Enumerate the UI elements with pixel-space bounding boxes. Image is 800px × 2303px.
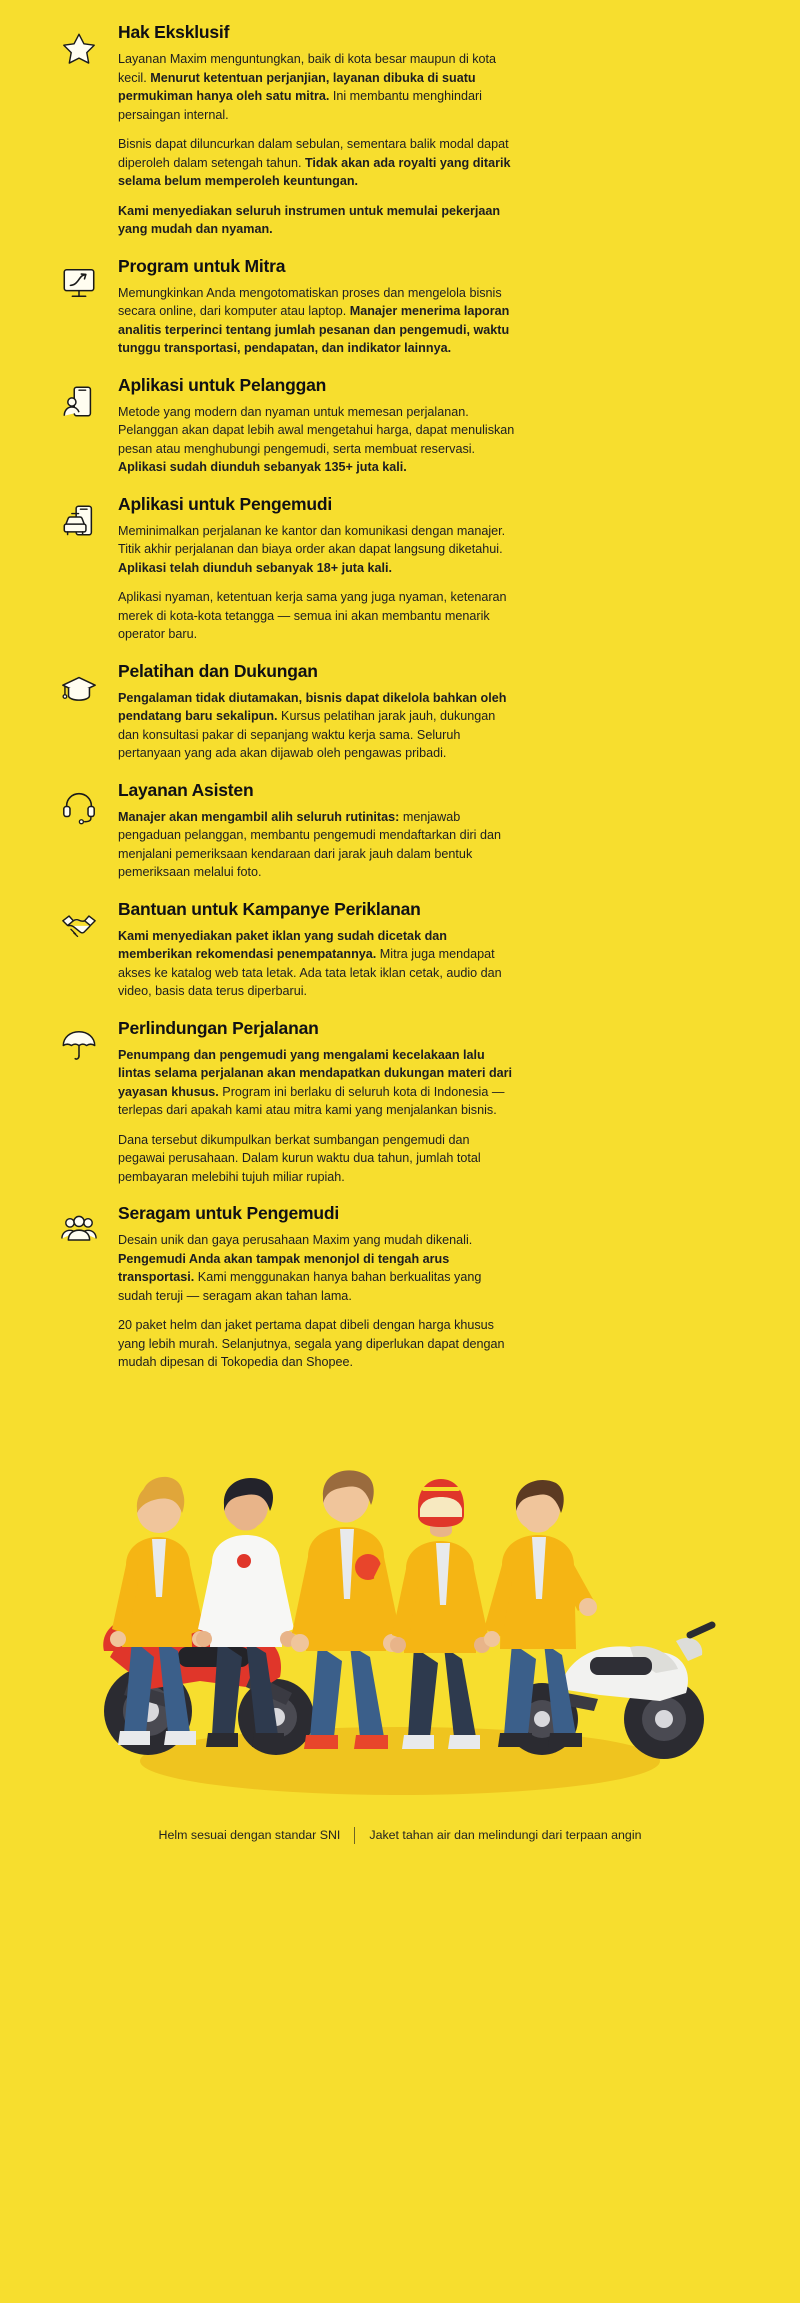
body-text: Mitra juga mendapat akses ke katalog web tata letak. Ada tata letak iklan cetak, audio dan video, basis data terus diperbarui.	[118, 947, 502, 998]
feature-text	[112, 780, 740, 882]
feature-paragraph	[118, 202, 518, 239]
driver-4	[390, 1479, 490, 1749]
emphasis-text: Pengalaman tidak diutamakan, bisnis dapat dikelola bahkan oleh pendatang baru sekalipun.	[118, 690, 507, 723]
feature-text	[112, 22, 740, 239]
feature-paragraphs	[118, 927, 740, 1001]
feature-paragraphs	[118, 50, 740, 239]
feature-title: Perlindungan Perjalanan	[118, 1017, 319, 1038]
feature-text	[112, 1203, 740, 1372]
emphasis-text: Penumpang dan pengemudi yang mengalami kecelakaan lalu lintas selama perjalanan akan mendapatkan dukungan materi dari yayasan khusus.	[118, 1047, 513, 1099]
feature-paragraph	[118, 1131, 518, 1187]
feature-paragraph	[118, 689, 518, 763]
body-text: Memungkinkan Anda mengotomatiskan proses dan mengelola bisnis secara online, dari komputer atau laptop.	[118, 285, 502, 318]
feature-text	[112, 661, 740, 763]
feature-title: Pelatihan dan Dukungan	[118, 660, 318, 681]
body-text: Aplikasi nyaman, ketentuan kerja sama yang juga nyaman, ketenaran merek di kota-kota tetangga — semua ini akan membantu menarik operator baru.	[118, 590, 507, 641]
feature-text	[112, 256, 740, 358]
umbrella-icon	[60, 1018, 112, 1064]
feature-text	[112, 375, 740, 477]
footer-note-jacket: Jaket tahan air dan melindungi dari terpaan angin	[369, 1828, 642, 1842]
feature-title: Layanan Asisten	[118, 779, 254, 800]
feature-text	[112, 1018, 740, 1187]
feature-pelatihan-dan-dukungan	[0, 661, 800, 763]
feature-paragraphs	[118, 808, 740, 882]
feature-paragraph	[118, 1316, 518, 1372]
feature-paragraphs	[118, 689, 740, 763]
emphasis-text: Pengemudi Anda akan tampak menonjol di tengah arus transportasi.	[118, 1251, 450, 1284]
body-text: Kursus pelatihan jarak jauh, dukungan dan konsultasi pakar di sepanjang waktu kerja sama. Seluruh pertanyaan yang ada akan dijawab oleh pengawas pribadi.	[118, 709, 496, 760]
drivers-illustration-svg	[0, 1389, 800, 1809]
emphasis-text: Aplikasi telah diunduh sebanyak 18+ juta kali.	[118, 560, 393, 575]
handshake-icon	[60, 899, 112, 945]
feature-layanan-asisten	[0, 780, 800, 882]
emphasis-text: Kami menyediakan seluruh instrumen untuk memulai pekerjaan yang mudah dan nyaman.	[118, 203, 501, 236]
feature-paragraph	[118, 50, 518, 124]
body-text: Bisnis dapat diluncurkan dalam sebulan, sementara balik modal dapat diperoleh dalam setengah tahun.	[118, 137, 509, 170]
feature-bantuan-kampanye-periklanan	[0, 899, 800, 1001]
feature-hak-eksklusif	[0, 22, 800, 239]
people-group-icon	[60, 1203, 112, 1249]
feature-title: Hak Eksklusif	[118, 22, 230, 42]
feature-paragraph	[118, 927, 518, 1001]
headset-icon	[60, 780, 112, 826]
feature-paragraph	[118, 1046, 518, 1120]
body-text: Kami menggunakan hanya bahan berkualitas yang sudah teruji — seragam akan tahan lama.	[118, 1270, 482, 1303]
feature-paragraph	[118, 284, 518, 358]
emphasis-text: Menurut ketentuan perjanjian, layanan dibuka di suatu permukiman hanya oleh satu mitra.	[118, 70, 476, 103]
emphasis-text: Kami menyediakan paket iklan yang sudah dicetak dan memberikan rekomendasi penempatannya.	[118, 928, 447, 961]
body-text: Desain unik dan gaya perusahaan Maxim yang mudah dikenali.	[118, 1233, 473, 1247]
feature-title: Seragam untuk Pengemudi	[118, 1203, 340, 1223]
feature-paragraph	[118, 403, 518, 477]
body-text: Ini membantu menghindari persaingan internal.	[118, 89, 482, 122]
feature-title: Aplikasi untuk Pelanggan	[118, 374, 327, 395]
feature-aplikasi-untuk-pelanggan	[0, 375, 800, 477]
monitor-growth-icon	[60, 256, 112, 302]
body-text: menjawab pengaduan pelanggan, membantu pengemudi mendaftarkan diri dan menjalani pemeriksaan kendaraan dari jarak jauh dalam bentuk pemeriksaan melalui foto.	[118, 809, 501, 879]
feature-paragraph	[118, 808, 518, 882]
feature-title: Bantuan untuk Kampanye Periklanan	[118, 898, 421, 919]
feature-paragraph	[118, 135, 518, 191]
body-text: Meminimalkan perjalanan ke kantor dan komunikasi dengan manajer. Titik akhir perjalanan dan biaya order akan dapat langsung diketahui.	[118, 523, 506, 556]
emphasis-text: Tidak akan ada royalti yang ditarik selama belum memperoleh keuntungan.	[118, 155, 511, 188]
body-text: Layanan Maxim menguntungkan, baik di kota besar maupun di kota kecil.	[118, 52, 497, 85]
feature-paragraph	[118, 588, 518, 644]
body-text: Dana tersebut dikumpulkan berkat sumbangan pengemudi dan pegawai perusahaan. Dalam kurun waktu dua tahun, jumlah total pembayaran melebihi tujuh miliar rupiah.	[118, 1132, 481, 1184]
drivers-illustration	[0, 1389, 800, 1809]
feature-paragraphs	[118, 284, 740, 358]
feature-perlindungan-perjalanan	[0, 1018, 800, 1187]
feature-aplikasi-untuk-pengemudi	[0, 494, 800, 644]
footer-notes	[0, 1809, 800, 1870]
feature-seragam-untuk-pengemudi	[0, 1203, 800, 1372]
footer-divider	[354, 1827, 355, 1844]
emphasis-text: Aplikasi sudah diunduh sebanyak 135+ juta kali.	[118, 460, 407, 474]
feature-paragraphs	[118, 403, 740, 477]
phone-car-icon	[60, 494, 112, 540]
feature-paragraph	[118, 1231, 518, 1305]
phone-passenger-icon	[60, 375, 112, 421]
star-icon	[60, 22, 112, 68]
footer-note-helmet: Helm sesuai dengan standar SNI	[158, 1828, 341, 1842]
feature-paragraphs	[118, 1231, 740, 1372]
body-text: 20 paket helm dan jaket pertama dapat dibeli dengan harga khusus yang lebih murah. Selanjutnya, segala yang diperlukan dapat dengan mudah dipesan di Tokopedia dan Shopee.	[118, 1318, 505, 1369]
feature-title: Aplikasi untuk Pengemudi	[118, 493, 332, 514]
feature-paragraph	[118, 522, 518, 578]
graduation-cap-icon	[60, 661, 112, 707]
feature-paragraphs	[118, 522, 740, 644]
feature-program-untuk-mitra	[0, 256, 800, 358]
body-text: Program ini berlaku di seluruh kota di Indonesia — terlepas dari apakah kami atau mitra kami yang menjalankan bisnis.	[118, 1084, 505, 1117]
feature-title: Program untuk Mitra	[118, 255, 286, 276]
feature-text	[112, 494, 740, 644]
emphasis-text: Manajer menerima laporan analitis terperinci tentang jumlah pesanan dan pengemudi, waktu tunggu transportasi, pendapatan, dan indikator lainnya.	[118, 304, 510, 355]
emphasis-text: Manajer akan mengambil alih seluruh rutinitas:	[118, 809, 400, 824]
feature-text	[112, 899, 740, 1001]
feature-paragraphs	[118, 1046, 740, 1187]
body-text: Metode yang modern dan nyaman untuk memesan perjalanan. Pelanggan akan dapat lebih awal mengetahui harga, dapat menuliskan pesan atau menghubungi pengemudi, serta membuat reservasi.	[118, 404, 515, 456]
